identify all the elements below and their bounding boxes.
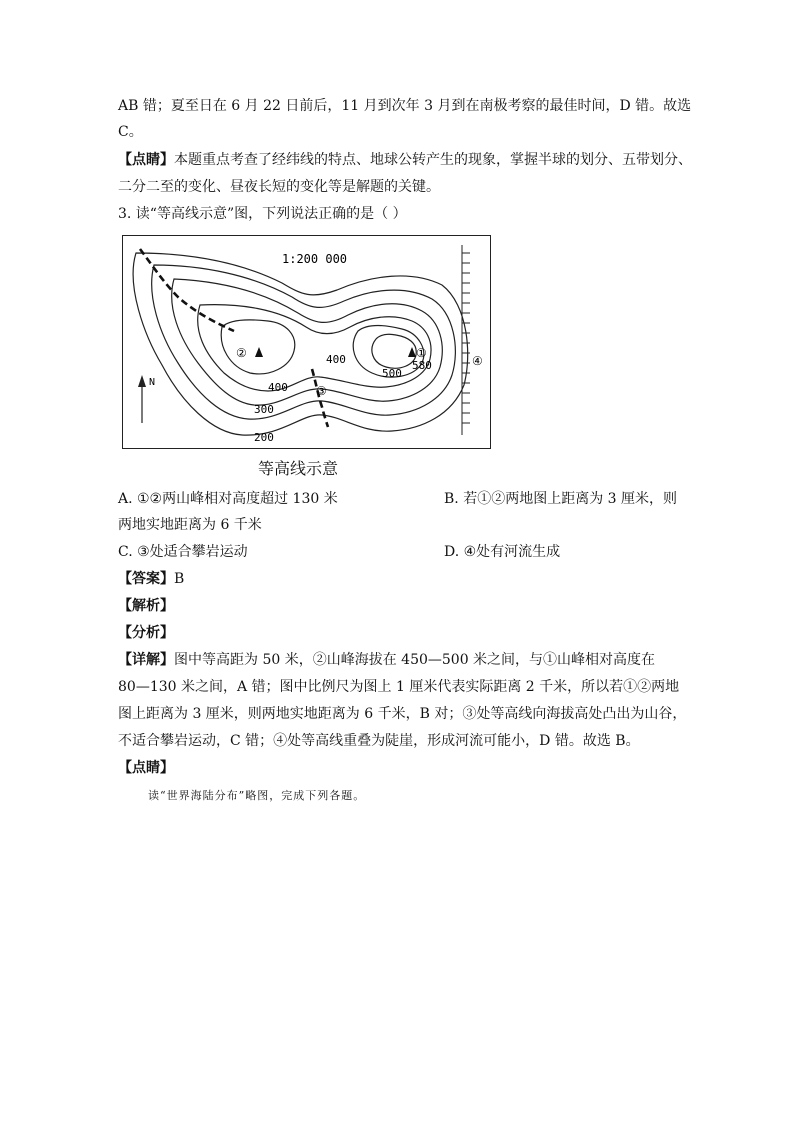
label-spot3: ③ — [316, 384, 327, 398]
answer-line — [118, 569, 184, 589]
map-frame — [123, 236, 491, 449]
detail-line-2: 80—130 米之间，A 错；图中比例尺为图上 1 厘米代表实际距离 2 千米，所以若①②两地 — [118, 679, 680, 695]
label-elev-580: 580 — [412, 359, 432, 372]
next-question-prompt: 读“世界海陆分布”略图，完成下列各题。 — [148, 789, 366, 802]
label-peak1: ① — [416, 346, 427, 360]
option-b-line-1: B. 若①②两地图上距离为 3 厘米，则 — [444, 491, 677, 507]
detail-tag: 【详解】 — [118, 652, 174, 668]
prev-comment-line-1 — [118, 150, 692, 170]
option-a: A. ①②两山峰相对高度超过 130 米 — [118, 491, 338, 507]
detail-line-3: 图上距离为 3 厘米，则两地实地距离为 6 千米，B 对；③处等高线向海拔高处凸出为山谷， — [118, 706, 687, 722]
prev-comment-tag: 【点睛】 — [118, 152, 174, 168]
label-elev-500: 500 — [382, 367, 402, 380]
label-elev-400-left: 400 — [268, 381, 288, 394]
label-peak2: ② — [236, 346, 247, 360]
option-b-line-2: 两地实地距离为 6 千米 — [118, 517, 262, 533]
detail-line-4: 不适合攀岩运动，C 错；④处等高线重叠为陡崖，形成河流可能小，D 错。故选 B。 — [118, 733, 640, 749]
contour-map-figure — [122, 235, 492, 450]
north-label: N — [149, 377, 156, 388]
option-c: C. ③处适合攀岩运动 — [118, 544, 248, 560]
prev-comment-text-1: 本题重点考查了经纬线的特点、地球公转产生的现象，掌握半球的划分、五带划分、 — [174, 152, 692, 168]
scale-label: 1:200 000 — [282, 252, 348, 266]
map-caption: 等高线示意 — [258, 459, 339, 478]
detail-line-1 — [118, 650, 655, 670]
prev-answer-line-2: C。 — [118, 124, 143, 140]
label-spot4: ④ — [472, 354, 483, 368]
answer-tag: 【答案】 — [118, 571, 174, 587]
label-elev-200: 200 — [254, 431, 274, 444]
prev-answer-line-1: AB 错；夏至日在 6 月 22 日前后，11 月到次年 3 月到在南极考察的最佳时间，D 错。故选 — [118, 98, 692, 114]
answer-value: B — [174, 571, 185, 587]
comment-tag: 【点睛】 — [118, 760, 174, 776]
label-elev-300: 300 — [254, 403, 274, 416]
prev-comment-line-2: 二分二至的变化、昼夜长短的变化等是解题的关键。 — [118, 179, 440, 195]
option-d: D. ④处有河流生成 — [444, 544, 561, 560]
fenxi-tag: 【分析】 — [118, 625, 174, 641]
detail-text-1: 图中等高距为 50 米，②山峰海拔在 450—500 米之间，与①山峰相对高度在 — [174, 652, 656, 668]
label-elev-400-saddle: 400 — [326, 353, 346, 366]
analysis-tag: 【解析】 — [118, 598, 174, 614]
question-stem: 3. 读“等高线示意”图，下列说法正确的是（ ） — [118, 206, 407, 222]
